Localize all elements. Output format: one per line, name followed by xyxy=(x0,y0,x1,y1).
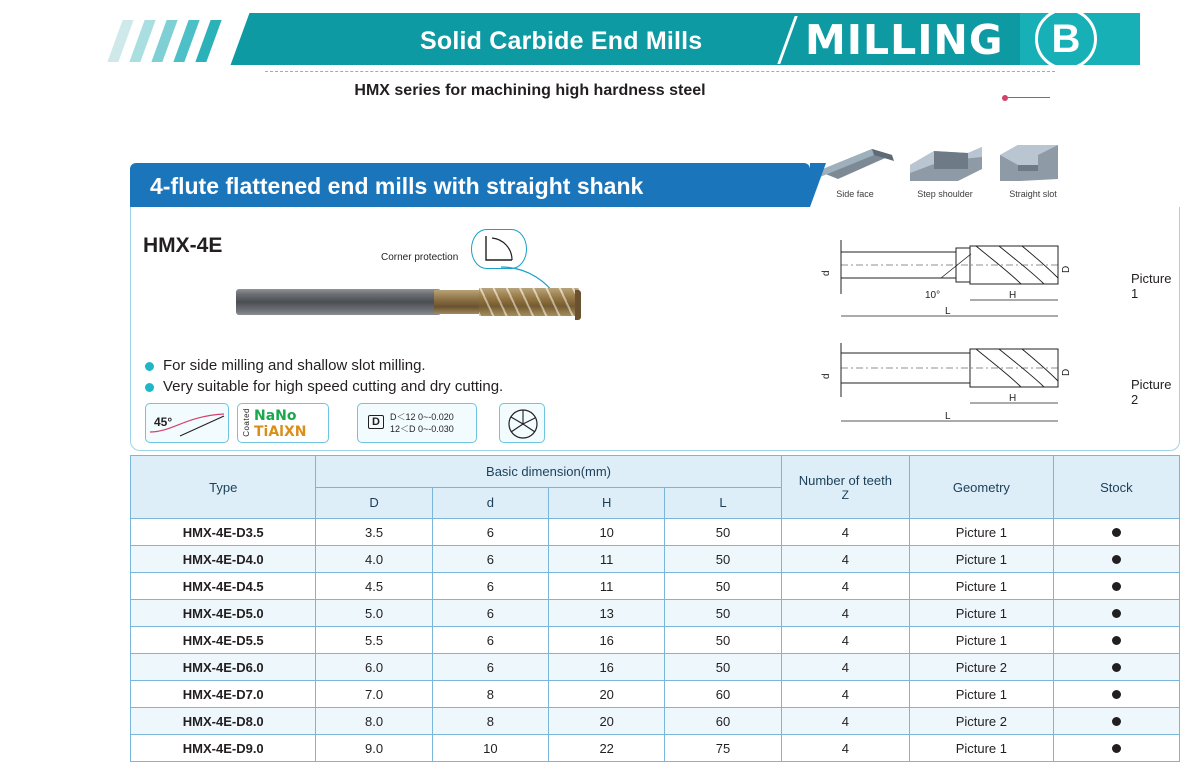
cell-overall-length: 50 xyxy=(665,519,781,546)
tolerance-line-1: D＜12 0~-0.020 xyxy=(390,412,454,422)
bullet-dot-icon xyxy=(145,383,154,392)
feature-helix-angle xyxy=(145,403,229,443)
col-d: d xyxy=(432,487,548,519)
cell-flute-length: 20 xyxy=(549,708,665,735)
cell-flute-length: 16 xyxy=(549,654,665,681)
bullet-text: For side milling and shallow slot milling. xyxy=(163,357,426,374)
svg-text:d: d xyxy=(821,373,832,379)
feature-coating xyxy=(237,403,329,443)
table-row xyxy=(131,735,1180,762)
cell-diameter: 8.0 xyxy=(316,708,432,735)
cell-diameter: 5.5 xyxy=(316,627,432,654)
col-teeth-symbol: Z xyxy=(841,487,849,502)
cell-type: HMX-4E-D4.0 xyxy=(131,546,316,573)
cell-flute-length: 20 xyxy=(549,681,665,708)
stock-available-icon xyxy=(1112,744,1121,753)
stock-available-icon xyxy=(1112,582,1121,591)
cell-type: HMX-4E-D8.0 xyxy=(131,708,316,735)
svg-text:L: L xyxy=(945,306,951,317)
stock-available-icon xyxy=(1112,717,1121,726)
cell-shank-diameter: 8 xyxy=(432,708,548,735)
cell-flute-length: 13 xyxy=(549,600,665,627)
cell-diameter: 4.0 xyxy=(316,546,432,573)
cell-teeth: 4 xyxy=(781,654,909,681)
table-header xyxy=(131,456,1180,519)
cell-teeth: 4 xyxy=(781,735,909,762)
cell-geometry: Picture 1 xyxy=(910,546,1054,573)
tool-shank xyxy=(236,289,441,315)
cell-geometry: Picture 2 xyxy=(910,708,1054,735)
table-row xyxy=(131,600,1180,627)
bullet-text: Very suitable for high speed cutting and dry cutting. xyxy=(163,378,504,395)
cell-teeth: 4 xyxy=(781,627,909,654)
stock-available-icon xyxy=(1112,609,1121,618)
cell-type: HMX-4E-D7.0 xyxy=(131,681,316,708)
table-row xyxy=(131,708,1180,735)
table-header-row-1 xyxy=(131,456,1180,488)
cell-geometry: Picture 1 xyxy=(910,735,1054,762)
drawing-picture-1 xyxy=(821,234,1121,324)
cell-teeth: 4 xyxy=(781,681,909,708)
cell-diameter: 3.5 xyxy=(316,519,432,546)
cell-overall-length: 50 xyxy=(665,600,781,627)
cell-type: HMX-4E-D4.5 xyxy=(131,573,316,600)
cell-flute-length: 10 xyxy=(549,519,665,546)
stock-available-icon xyxy=(1112,555,1121,564)
specification-table xyxy=(130,455,1180,762)
cell-stock xyxy=(1053,573,1179,600)
cell-type: HMX-4E-D3.5 xyxy=(131,519,316,546)
cell-shank-diameter: 10 xyxy=(432,735,548,762)
cell-teeth: 4 xyxy=(781,519,909,546)
cell-stock xyxy=(1053,627,1179,654)
table-row xyxy=(131,654,1180,681)
corner-protection-label: Corner protection xyxy=(381,252,459,263)
corner-detail-icon xyxy=(472,230,526,268)
cell-flute-length: 16 xyxy=(549,627,665,654)
straight-slot-icon xyxy=(990,135,1076,187)
cell-type: HMX-4E-D5.0 xyxy=(131,600,316,627)
feature-flute-count xyxy=(499,403,545,443)
corner-protection-detail xyxy=(471,229,527,269)
cell-shank-diameter: 6 xyxy=(432,519,548,546)
section-title-bar xyxy=(130,163,810,207)
application-side-face-label: Side face xyxy=(836,189,874,199)
picture-1-label: Picture 1 xyxy=(1131,271,1172,301)
cell-geometry: Picture 1 xyxy=(910,573,1054,600)
drawing-picture-2 xyxy=(821,337,1121,427)
col-geometry: Geometry xyxy=(910,456,1054,519)
subtitle-rule xyxy=(1008,97,1050,98)
header-subtitle: HMX series for machining high hardness steel xyxy=(354,82,706,99)
application-step-shoulder xyxy=(902,135,988,199)
cell-geometry: Picture 2 xyxy=(910,654,1054,681)
stock-available-icon xyxy=(1112,636,1121,645)
cell-overall-length: 50 xyxy=(665,627,781,654)
cell-stock xyxy=(1053,708,1179,735)
cell-type: HMX-4E-D9.0 xyxy=(131,735,316,762)
cell-geometry: Picture 1 xyxy=(910,627,1054,654)
page-header xyxy=(0,0,1187,78)
decorative-chevrons xyxy=(115,20,245,62)
bullet-item xyxy=(143,355,503,376)
table-row xyxy=(131,573,1180,600)
cell-overall-length: 60 xyxy=(665,681,781,708)
header-brand: MILLING xyxy=(805,16,1004,64)
cell-diameter: 9.0 xyxy=(316,735,432,762)
cell-overall-length: 60 xyxy=(665,708,781,735)
bullet-item xyxy=(143,376,503,397)
tolerance-line-2: 12＜D 0~-0.030 xyxy=(390,424,454,434)
col-type: Type xyxy=(131,456,316,519)
subtitle-bullet-dot xyxy=(1002,95,1008,101)
coating-name-line1: NaNo xyxy=(254,408,297,424)
cell-stock xyxy=(1053,654,1179,681)
section-badge-letter: B xyxy=(1051,17,1081,61)
tool-flutes xyxy=(479,288,579,316)
cell-flute-length: 11 xyxy=(549,573,665,600)
table-row xyxy=(131,519,1180,546)
cell-teeth: 4 xyxy=(781,546,909,573)
svg-text:D: D xyxy=(1061,265,1072,273)
cell-stock xyxy=(1053,600,1179,627)
table-row xyxy=(131,546,1180,573)
tolerance-values xyxy=(390,411,454,435)
cell-flute-length: 11 xyxy=(549,546,665,573)
feature-bullets xyxy=(143,355,503,397)
step-shoulder-icon xyxy=(902,135,988,187)
picture-2-label: Picture 2 xyxy=(1131,377,1172,407)
cell-stock xyxy=(1053,519,1179,546)
model-name: HMX-4E xyxy=(143,234,223,257)
helix-angle-value: 45° xyxy=(154,415,173,429)
table-row xyxy=(131,681,1180,708)
svg-text:10°: 10° xyxy=(925,290,941,301)
cell-diameter: 5.0 xyxy=(316,600,432,627)
cell-teeth: 4 xyxy=(781,573,909,600)
section-badge xyxy=(1035,8,1097,70)
cell-geometry: Picture 1 xyxy=(910,600,1054,627)
coating-label: Coated xyxy=(242,408,251,437)
cell-stock xyxy=(1053,681,1179,708)
stock-available-icon xyxy=(1112,663,1121,672)
col-H: H xyxy=(549,487,665,519)
tool-tip xyxy=(575,290,581,320)
cell-stock xyxy=(1053,735,1179,762)
feature-tolerance xyxy=(357,403,477,443)
table-body xyxy=(131,519,1180,762)
cell-shank-diameter: 8 xyxy=(432,681,548,708)
stock-available-icon xyxy=(1112,690,1121,699)
four-flute-cross-section-icon xyxy=(500,404,546,444)
svg-text:D: D xyxy=(1061,368,1072,376)
cell-overall-length: 75 xyxy=(665,735,781,762)
cell-overall-length: 50 xyxy=(665,546,781,573)
cell-stock xyxy=(1053,546,1179,573)
svg-text:L: L xyxy=(945,411,951,422)
tool-photo xyxy=(236,285,581,319)
cell-geometry: Picture 1 xyxy=(910,681,1054,708)
cell-shank-diameter: 6 xyxy=(432,573,548,600)
cell-teeth: 4 xyxy=(781,708,909,735)
col-teeth xyxy=(781,456,909,519)
svg-text:H: H xyxy=(1009,393,1017,404)
cell-flute-length: 22 xyxy=(549,735,665,762)
application-step-shoulder-label: Step shoulder xyxy=(917,189,973,199)
bullet-dot-icon xyxy=(145,362,154,371)
header-title: Solid Carbide End Mills xyxy=(420,27,703,55)
cell-overall-length: 50 xyxy=(665,654,781,681)
svg-text:d: d xyxy=(821,270,832,276)
application-icons xyxy=(812,135,1082,215)
col-teeth-label: Number of teeth xyxy=(798,472,892,488)
cell-shank-diameter: 6 xyxy=(432,627,548,654)
cell-diameter: 7.0 xyxy=(316,681,432,708)
cell-type: HMX-4E-D6.0 xyxy=(131,654,316,681)
tolerance-symbol: D xyxy=(368,415,384,429)
application-straight-slot xyxy=(990,135,1076,199)
application-straight-slot-label: Straight slot xyxy=(1009,189,1057,199)
product-card xyxy=(130,207,1180,451)
header-dashed-rule xyxy=(265,71,1055,72)
cell-diameter: 4.5 xyxy=(316,573,432,600)
col-L: L xyxy=(665,487,781,519)
svg-text:H: H xyxy=(1009,290,1017,301)
cell-shank-diameter: 6 xyxy=(432,546,548,573)
cell-teeth: 4 xyxy=(781,600,909,627)
tool-neck xyxy=(434,290,484,314)
helix-angle-icon xyxy=(146,404,230,444)
table-row xyxy=(131,627,1180,654)
cell-overall-length: 50 xyxy=(665,573,781,600)
col-basic-dimension: Basic dimension(mm) xyxy=(316,456,781,488)
cell-geometry: Picture 1 xyxy=(910,519,1054,546)
col-D: D xyxy=(316,487,432,519)
cell-shank-diameter: 6 xyxy=(432,600,548,627)
col-stock: Stock xyxy=(1053,456,1179,519)
stock-available-icon xyxy=(1112,528,1121,537)
section-title: 4-flute flattened end mills with straight shank xyxy=(150,173,644,199)
cell-type: HMX-4E-D5.5 xyxy=(131,627,316,654)
cell-diameter: 6.0 xyxy=(316,654,432,681)
coating-name-line2: TiAlXN xyxy=(254,424,307,440)
cell-shank-diameter: 6 xyxy=(432,654,548,681)
